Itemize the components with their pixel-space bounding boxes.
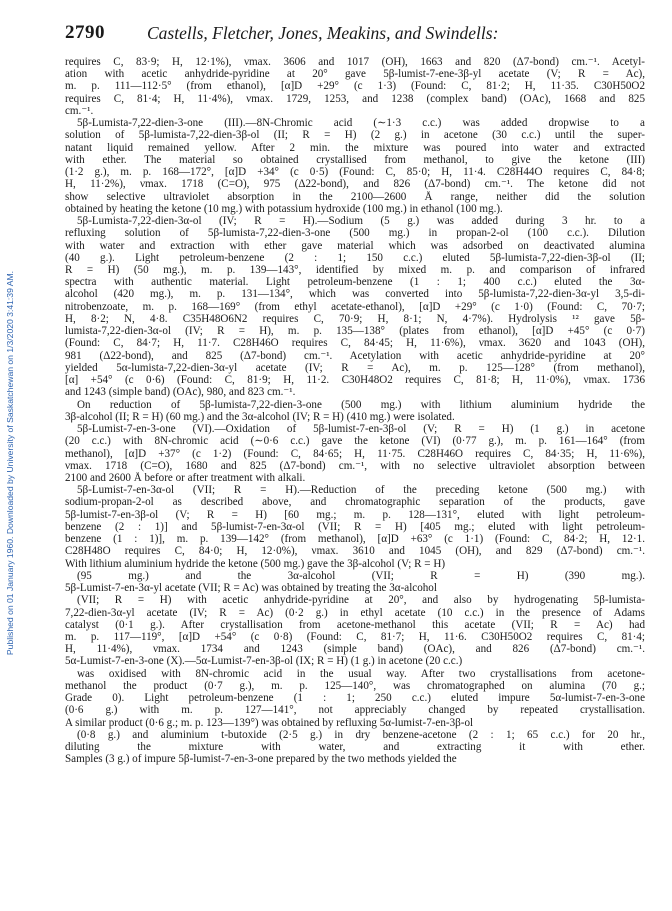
text-line: and 1243 (simple band) (OAc), 980, and 823 cm.⁻¹. xyxy=(65,386,296,399)
text-line: 5α-Lumist-7-en-3-one (X).—5α-Lumist-7-en-3β-ol (IX; R = H) (1 g.) in acetone (20 c.c.) xyxy=(65,655,463,668)
running-head: Castells, Fletcher, Jones, Meakins, and Swindells: xyxy=(147,23,499,43)
text-line: Grade 0). Light petroleum-benzene (1 : 1; 250 c.c.) eluted impure 5α-lumist-7-en-3-one xyxy=(65,692,645,705)
text-line: (0·8 g.) and aluminium t-butoxide (2·5 g.) in dry benzene-acetone (2 : 1; 65 c.c.) for 20 hr., xyxy=(77,728,645,741)
text-line: (0·6 g.) with m. p. 127—141°, not appreciably changed by repeated crystallisation. xyxy=(65,704,645,717)
text-line: ation with acetic anhydride-pyridine at 20° gave 5β-lumist-7-ene-3β-yl acetate (V; R = Ac), xyxy=(65,68,645,81)
text-line: lumista-7,22-dien-3α-ol (IV; R = H), m. p. 135—138° (plates from ethanol), [α]D +45° (c 0·7) xyxy=(65,325,645,338)
text-line: 5β-Lumist-7-en-3α-ol (VII; R = H).—Reduction of the preceding ketone (500 mg.) with xyxy=(77,484,645,497)
text-line: With lithium aluminium hydride the ketone (500 mg.) gave the 3β-alcohol (V; R = H) xyxy=(65,557,446,570)
text-line: spectra with authentic material. Light petroleum-benzene (1 : 1; 400 c.c.) eluted the 3α- xyxy=(65,276,645,289)
article-body xyxy=(65,56,645,766)
text-line: νmax. 1718 (C=O), 1680 and 825 (Δ7-bond) cm.⁻¹, with no selective ultraviolet absorption between xyxy=(65,459,645,472)
text-line: 5β-lumist-7-en-3β-ol (V; R = H) [60 mg.; m. p. 128—131°, eluted with light petroleum- xyxy=(65,508,645,521)
text-line: (VII; R = H) with acetic anhydride-pyridine at 20°, and also by hydrogenating 5β-lumista- xyxy=(77,594,645,607)
text-line: 981 (Δ22-bond), and 825 (Δ7-bond) cm.⁻¹. Acetylation with acetic anhydride-pyridine at 20° xyxy=(65,349,645,362)
text-line: alcohol (420 mg.), m. p. 131—134°, which was converted into 5β-lumista-7,22-dien-3α-yl 3,5-di- xyxy=(65,288,645,301)
text-line: (95 mg.) and the 3α-alcohol (VII; R = H) (390 mg.). xyxy=(77,569,645,582)
text-line: (40 g.). Light petroleum-benzene (2 : 1; 150 c.c.) eluted 5β-lumista-7,22-dien-3β-ol (II; xyxy=(65,251,645,264)
text-line: C28H48O requires C, 84·0; H, 12·0%), νmax. 3610 and 1045 (OH), and 829 (Δ7-bond) cm.⁻¹. xyxy=(65,545,645,558)
text-line: nitrobenzoate, m. p. 168—169° (from ethyl acetate-ethanol), [α]D +29° (c 1·0) (Found: C, 70·7; xyxy=(65,300,645,313)
text-line: R = H) (50 mg.), m. p. 139—143°, identified by mixed m. p. and comparison of infrared xyxy=(65,263,645,276)
text-line: m. p. 111—112·5° (from ethanol), [α]D +29° (c 1·3) (Found: C, 81·2; H, 11·35. C30H50O2 xyxy=(65,80,645,93)
text-line: 5β-Lumista-7,22-dien-3-one (III).—8N-Chromic acid (∼1·3 c.c.) was added dropwise to a xyxy=(77,117,645,130)
text-line: obtained by heating the ketone (10 mg.) with potassium hydroxide (100 mg.) in ethanol (100 mg.). xyxy=(65,202,503,215)
text-line: (20 c.c.) with 8N-chromic acid (∼0·6 c.c.) gave the ketone (VI) (0·77 g.), m. p. 161—164° (from xyxy=(65,435,645,448)
text-line: was oxidised with 8N-chromic acid in the usual way. After two crystallisations from acetone- xyxy=(77,667,645,680)
text-line: 7,22-dien-3α-yl acetate (IV; R = Ac) (0·2 g.) in ethyl acetate (10 c.c.) in the presence of Adams xyxy=(65,606,645,619)
text-line: requires C, 83·9; H, 12·1%), νmax. 3606 and 1017 (OH), 1663 and 820 (Δ7-bond) cm.⁻¹. Acetyl- xyxy=(65,56,645,68)
text-line: 3β-alcohol (II; R = H) (60 mg.) and the 3α-alcohol (IV; R = H) (410 mg.) were isolated. xyxy=(65,410,455,423)
text-line: H, 11·4%), νmax. 1734 and 1243 (simple band) (OAc), and 826 (Δ7-bond) cm.⁻¹. xyxy=(65,643,645,656)
text-line: benzene (2 : 1)] and 5β-lumist-7-en-3α-ol (VII; R = H) [405 mg.; eluted with light petroleum- xyxy=(65,520,645,533)
text-line: (1·2 g.), m. p. 168—172°, [α]D +34° (c 0·5) (Found: C, 85·0; H, 11·4. C28H44O requires C, 84·8; xyxy=(65,166,645,179)
text-line: H, 8·2; N, 4·8. C35H48O6N2 requires C, 70·9; H, 8·1; N, 4·7%). Hydrolysis ¹² gave 5β- xyxy=(65,312,645,325)
text-line: 5β-Lumist-7-en-3α-yl acetate (VII; R = Ac) was obtained by treating the 3α-alcohol xyxy=(65,582,437,595)
text-line: yielded 5α-lumista-7,22-dien-3α-yl acetate (IV; R = Ac), m. p. 125—128° (from methanol), xyxy=(65,361,645,374)
text-line: diluting the mixture with water, and extracting it with ether. xyxy=(65,741,645,754)
text-line: [α] +54° (c 0·6) (Found: C, 81·9; H, 11·2. C30H48O2 requires C, 81·8; H, 11·0%), νmax. 1736 xyxy=(65,374,645,387)
text-line: cm.⁻¹. xyxy=(65,104,94,117)
text-line: 5β-Lumista-7,22-dien-3α-ol (IV; R = H).—Sodium (5 g.) was added during 3 hr. to a xyxy=(77,215,645,228)
text-line: with water and extraction with ether gave material which was adsorbed on deactivated alumina xyxy=(65,239,645,252)
page-number: 2790 xyxy=(65,22,105,43)
text-line: requires C, 81·4; H, 11·4%), νmax. 1729, 1253, and 1238 (complex band) (OAc), 1668 and 825 xyxy=(65,92,645,105)
text-line: with ether. The material so obtained crystallised from methanol, to give the ketone (III) xyxy=(65,153,645,166)
text-line: methanol), [α]D +37° (c 1·2) (Found: C, 84·65; H, 11·75. C28H46O requires C, 84·35; H, 11·6%), xyxy=(65,447,645,460)
text-line: refluxing solution of 5β-lumista-7,22-dien-3-one (500 mg.) in propan-2-ol (100 c.c.). Dilution xyxy=(65,227,645,240)
text-line: 2100 and 2600 Å before or after treatment with alkali. xyxy=(65,471,306,484)
text-line: show selective ultraviolet absorption in the 2100—2600 Å range, neither did the solution xyxy=(65,190,645,203)
text-line: H, 11·2%), νmax. 1718 (C=O), 975 (Δ22-bond), and 826 (Δ7-bond) cm.⁻¹. The ketone did not xyxy=(65,178,645,191)
text-line: benzene (1 : 1)], m. p. 139—142° (from methanol), [α]D +63° (c 1·1) (Found: C, 84·2; H, 12·1. xyxy=(65,533,645,546)
text-line: Samples (3 g.) of impure 5β-lumist-7-en-3-one prepared by the two methods yielded the xyxy=(65,753,457,766)
download-note: Published on 01 January 1960. Downloaded by University of Saskatchewan on 1/3/2020 3:41:39 AM. xyxy=(5,270,15,656)
text-line: sodium-propan-2-ol as described above, and chromatographic separation of the products, gave xyxy=(65,496,645,509)
text-line: methanol the product (0·7 g.), m. p. 125—140°, was chromatographed on alumina (70 g.; xyxy=(65,679,645,692)
text-line: (Found: C, 84·7; H, 11·7. C28H46O requires C, 84·45; H, 11·6%), νmax. 3620 and 1043 (OH), xyxy=(65,337,645,350)
text-line: catalyst (0·1 g.). After crystallisation from acetone-methanol this acetate (VII; R = Ac) had xyxy=(65,618,645,631)
text-line: 5β-Lumist-7-en-3-one (VI).—Oxidation of 5β-lumist-7-en-3β-ol (V; R = H) (1 g.) in acetone xyxy=(77,423,645,436)
text-line: A similar product (0·6 g.; m. p. 123—139°) was obtained by refluxing 5α-lumist-7-en-3β-ol xyxy=(65,716,474,729)
text-line: On reduction of 5β-lumista-7,22-dien-3-one (500 mg.) with lithium aluminium hydride the xyxy=(77,398,645,411)
page-header xyxy=(65,22,645,46)
text-line: natant liquid remained yellow. After 2 min. the mixture was poured into water and extracted xyxy=(65,141,645,154)
text-line: m. p. 117—119°, [α]D +54° (c 0·8) (Found: C, 81·7; H, 11·6. C30H50O2 requires C, 81·4; xyxy=(65,631,645,644)
text-line: solution of 5β-lumista-7,22-dien-3β-ol (II; R = H) (2 g.) in acetone (30 c.c.) until the super- xyxy=(65,129,645,142)
